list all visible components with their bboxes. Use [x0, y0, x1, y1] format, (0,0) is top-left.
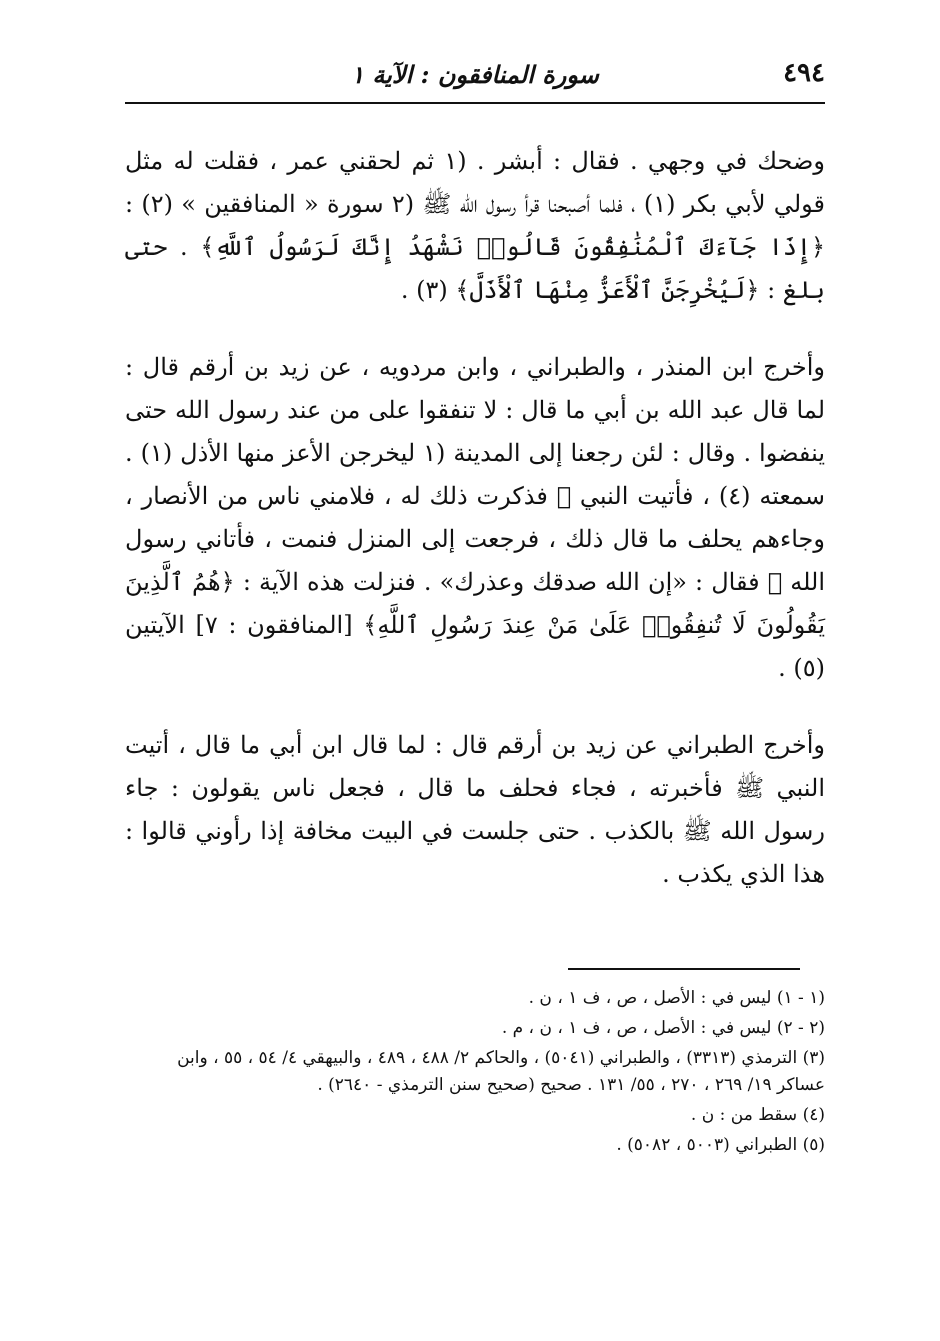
footnotes: [125, 985, 825, 1162]
footnote: (٤) سقط من : ن .: [690, 1105, 825, 1125]
page-header: [125, 58, 825, 104]
page-number: ٤٩٤: [783, 58, 825, 88]
paragraph: وأخرج الطبراني عن زيد بن أرقم قال : لما قال ابن أبي ما قال ، أتيت النبي ﷺ فأخبرته ، فجاء فحلف ما قال ، فجعل ناس يقولون : جاء رسول الله ﷺ بالكذب . حتى جلست في البيت مخافة إذا رأوني قالوا : هذا الذي يكذب .: [125, 731, 825, 888]
paragraph: وأخرج ابن المنذر ، والطبراني ، وابن مردويه ، عن زيد بن أرقم قال : لما قال عبد الله بن أبي ما قال : لا تنفقوا على من عند رسول الله حتى ينفضوا . وقال : لئن رجعنا إلى المدينة (١ ليخرجن الأعز منها الأذل (١) . سمعته (٤) ، فأتيت النبي ﷺ فذكرت ذلك له ، فلامني ناس من الأنصار ، وجاءهم يحلف ما قال ذلك ، فرجعت إلى المنزل فنمت ، فأتاني رسول الله ﷺ فقال : «إن الله صدقك وعذرك» . فنزلت هذه الآية : ﴿هُمُ ٱلَّذِينَ يَقُولُونَ لَا تُنفِقُوا۟ عَلَىٰ مَنْ عِندَ رَسُولِ ٱللَّهِ﴾ [المنافقون : ٧] الآيتين (٥) .: [125, 353, 826, 682]
paragraph: وضحك في وجهي . فقال : أبشر . (١ ثم لحقني عمر ، فقلت له مثل قولي لأبي بكر (١) ، فلما أصبحنا قرأ رسول الله ﷺ (٢ سورة « المنافقين » (٢) : ﴿إِذَا جَآءَكَ ٱلْمُنَٰفِقُونَ قَالُوا۟ نَشْهَدُ إِنَّكَ لَرَسُولُ ٱللَّهِ﴾ . حتى بلغ : ﴿لَيُخْرِجَنَّ ٱلْأَعَزُّ مِنْهَا ٱلْأَذَلَّ﴾ (٣) .: [125, 147, 826, 304]
footnote: (٣) الترمذي (٣٣١٣) ، والطبراني (٥٠٤١) ، والحاكم ٢/ ٤٨٨ ، ٤٨٩ ، والبيهقي ٤/ ٥٤ ، ٥٥ ، وابن عساكر ١٩/ ٢٦٩ ، ٢٧٠ ، ٥٥/ ١٣١ . صحيح (صحيح سنن الترمذي - ٢٦٤٠) .: [177, 1048, 825, 1095]
footnote: (٥) الطبراني (٥٠٠٣ ، ٥٠٨٢) .: [616, 1135, 825, 1155]
footnote-separator: [568, 968, 800, 970]
footnote: (٢ - ٢) ليس في : الأصل ، ص ، ف ١ ، ن ، م .: [501, 1018, 825, 1038]
footnote: (١ - ١) ليس في : الأصل ، ص ، ف ١ ، ن .: [528, 988, 825, 1008]
header-rule: [125, 102, 825, 104]
body-text: [125, 140, 825, 930]
running-title: سورة المنافقون : الآية ١: [351, 60, 599, 89]
